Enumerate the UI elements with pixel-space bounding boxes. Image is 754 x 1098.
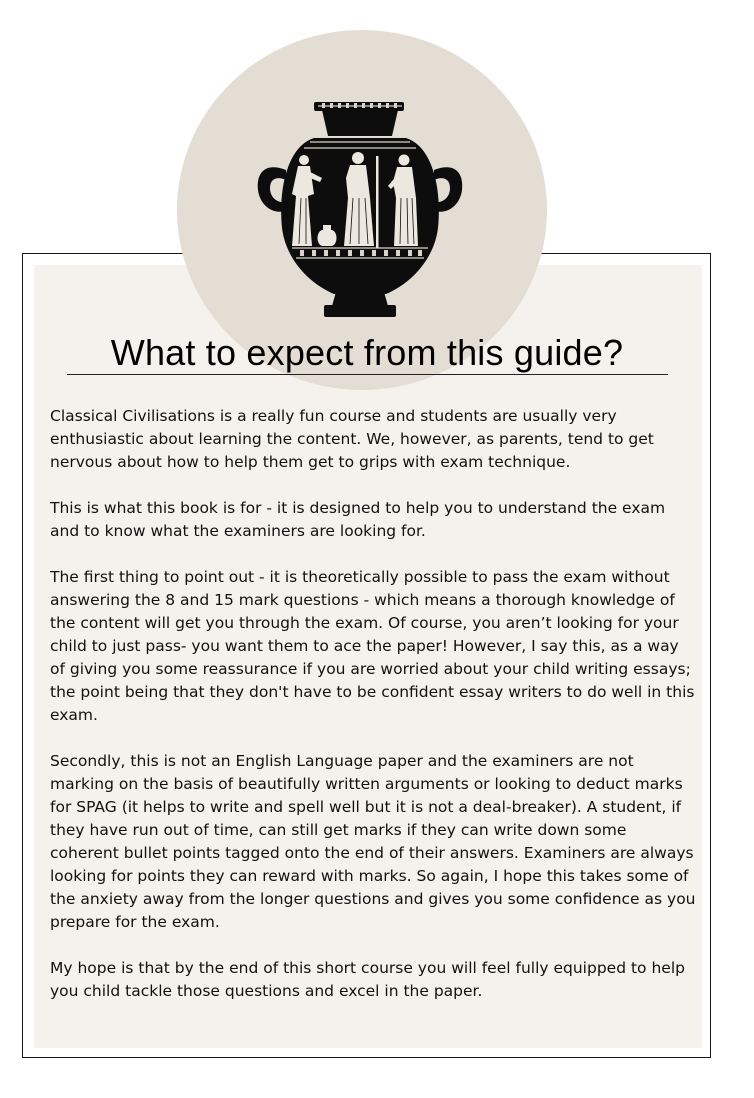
page-title: What to expect from this guide?: [110, 332, 624, 373]
paragraph: My hope is that by the end of this short course you will feel fully equipped to help you child tackle those questions and excel in the paper.: [50, 959, 685, 1000]
title-divider: [67, 374, 668, 375]
paragraph: The first thing to point out - it is theoretically possible to pass the exam without answering the 8 and 15 mark questions - which means a thorough knowledge of the content will get you through the exam. Of course, you aren’t looking for your child to just pass- you want them to ace the paper! However, I say this, as a way of giving you some reassurance if you are worried about your child writing essays; the point being that they don't have to be confident essay writers to do well in this exam.: [50, 568, 695, 724]
paragraph: This is what this book is for - it is designed to help you to understand the exam and to know what the examiners are looking for.: [50, 499, 666, 540]
body-text: [50, 405, 698, 1003]
greek-vase-icon: [252, 98, 468, 324]
paragraph: Classical Civilisations is a really fun course and students are usually very enthusiastic about learning the content. We, however, as parents, tend to get nervous about how to help them get to grips with exam technique.: [50, 407, 654, 471]
paragraph: Secondly, this is not an English Language paper and the examiners are not marking on the basis of beautifully written arguments or looking to deduct marks for SPAG (it helps to write and spell well but it is not a deal-breaker). A student, if they have run out of time, can still get marks if they can write down some coherent bullet points tagged onto the end of their answers. Examiners are always looking for points they can reward with marks. So again, I hope this takes some of the anxiety away from the longer questions and gives you some confidence as you prepare for the exam.: [50, 752, 696, 931]
